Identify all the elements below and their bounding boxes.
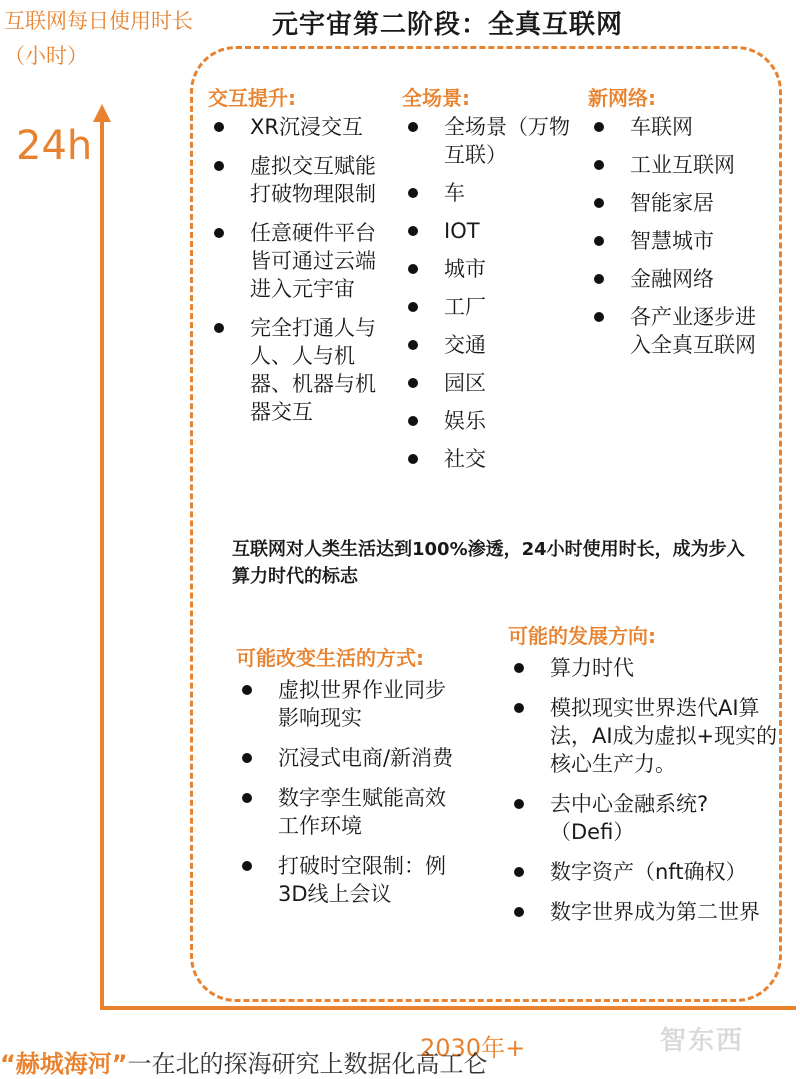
y-axis-24h-marker: 24h (16, 123, 93, 169)
direction-list (508, 654, 778, 926)
scenes-list (402, 113, 582, 473)
list-item: 虚拟世界作业同步影响现实 (236, 676, 466, 732)
x-axis-2030-marker: 2030年+ (420, 1034, 526, 1062)
list-item: 娱乐 (402, 407, 582, 435)
watermark-logo: 智东西 (660, 1026, 745, 1056)
list-item: 各产业逐步进入全真互联网 (588, 303, 768, 359)
network-list (588, 113, 768, 359)
section-scenes (402, 113, 582, 483)
section-life (236, 676, 466, 920)
interaction-list (208, 113, 386, 426)
list-item: 沉浸式电商/新消费 (236, 744, 466, 772)
section-network (588, 113, 768, 369)
y-axis-unit: （小时） (4, 44, 88, 68)
page-title: 元宇宙第二阶段：全真互联网 (272, 10, 624, 40)
list-item: 金融网络 (588, 265, 768, 293)
section-title-life: 可能改变生活的方式: (236, 646, 424, 670)
list-item: 智能家居 (588, 189, 768, 217)
caption-rest: 一在北的探海研究上数据化高工仑 (127, 1050, 488, 1078)
y-axis-label: 互联网每日使用时长 (4, 9, 193, 33)
list-item: 去中心金融系统?（Defi） (508, 790, 778, 846)
list-item: 打破时空限制：例3D线上会议 (236, 852, 466, 908)
list-item: 数字世界成为第二世界 (508, 898, 778, 926)
section-title-network: 新网络: (588, 86, 656, 110)
list-item: 交通 (402, 331, 582, 359)
list-item: 工厂 (402, 293, 582, 321)
life-list (236, 676, 466, 908)
summary-text: 互联网对人类生活达到100%渗透，24小时使用时长，成为步入算力时代的标志 (232, 539, 745, 587)
y-axis-line (100, 118, 104, 1010)
list-item: 城市 (402, 255, 582, 283)
list-item: 数字孪生赋能高效工作环境 (236, 784, 466, 840)
list-item: 任意硬件平台皆可通过云端进入元宇宙 (208, 219, 386, 303)
section-title-scenes: 全场景: (402, 86, 470, 110)
caption-highlight: “赫城海河” (0, 1050, 128, 1078)
section-title-interaction: 交互提升: (208, 86, 296, 110)
list-item: 智慧城市 (588, 227, 768, 255)
list-item: 车 (402, 179, 582, 207)
list-item: 全场景（万物互联） (402, 113, 582, 169)
list-item: 虚拟交互赋能打破物理限制 (208, 152, 386, 208)
section-title-direction: 可能的发展方向: (508, 624, 656, 648)
section-direction (508, 654, 778, 938)
list-item: 算力时代 (508, 654, 778, 682)
cropped-bottom-caption (0, 1044, 488, 1079)
list-item: 车联网 (588, 113, 768, 141)
list-item: 工业互联网 (588, 151, 768, 179)
list-item: 完全打通人与人、人与机器、机器与机器交互 (208, 314, 386, 426)
section-interaction (208, 113, 386, 437)
list-item: XR沉浸交互 (208, 113, 386, 141)
x-axis-line (100, 1006, 796, 1010)
list-item: 数字资产（nft确权） (508, 858, 778, 886)
list-item: IOT (402, 217, 582, 245)
list-item: 模拟现实世界迭代AI算法，AI成为虚拟+现实的核心生产力。 (508, 694, 778, 778)
list-item: 社交 (402, 445, 582, 473)
list-item: 园区 (402, 369, 582, 397)
